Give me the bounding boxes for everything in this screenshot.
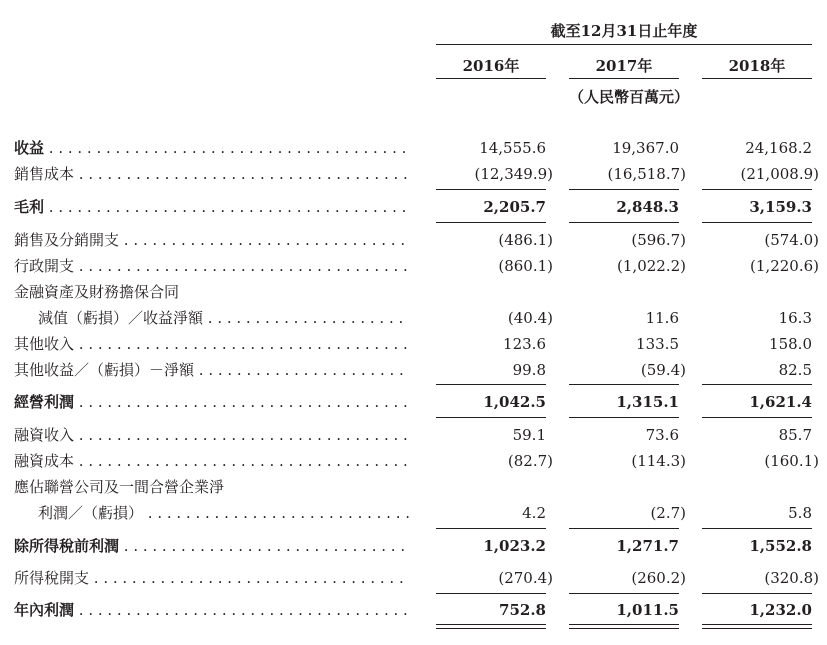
- cell-selling-expenses-2018: (574.0): [764, 231, 819, 249]
- year-underline-2018: [702, 78, 812, 79]
- operating-rule-2016: [436, 384, 546, 385]
- unit-label: （人民幣百萬元）: [569, 88, 690, 106]
- row-label-cost-of-sales: 銷售成本 . . .: [14, 164, 409, 184]
- cell-share-profit-loss-2016: 4.2: [522, 504, 546, 522]
- row-label-other-gains: 其他收益／（虧損）－淨額 . . .: [14, 360, 409, 380]
- cell-gross-profit-2018: 3,159.3: [749, 198, 812, 216]
- pretax-rule-2017: [569, 528, 679, 529]
- cell-operating-profit-2018: 1,621.4: [749, 393, 812, 411]
- cell-profit-before-tax-2017: 1,271.7: [616, 537, 679, 555]
- operating-rule-2017: [569, 384, 679, 385]
- double-underline-2017: [569, 624, 679, 629]
- row-label-impairment: 減值（虧損）／收益淨額 . . .: [38, 308, 409, 328]
- cell-other-income-2018: 158.0: [769, 335, 812, 353]
- cell-operating-profit-2016: 1,042.5: [483, 393, 546, 411]
- row-label-financial-assets: 金融資產及財務擔保合同: [14, 283, 180, 301]
- period-header: 截至12月31日止年度: [550, 22, 698, 40]
- gross-profit-rule-2016: [436, 222, 546, 223]
- subtotal-rule-2018: [702, 189, 812, 190]
- cell-admin-expenses-2017: (1,022.2): [617, 257, 686, 275]
- cell-finance-income-2016: 59.1: [512, 426, 546, 444]
- row-label-revenue: 收益 . . .: [14, 138, 409, 158]
- row-label-selling-expenses: 銷售及分銷開支 . . .: [14, 230, 409, 250]
- cell-profit-for-year-2016: 752.8: [499, 601, 546, 619]
- cell-impairment-2018: 16.3: [778, 309, 812, 327]
- year-underline-2016: [436, 78, 546, 79]
- cell-profit-before-tax-2018: 1,552.8: [749, 537, 812, 555]
- cell-other-gains-2016: 99.8: [512, 361, 546, 379]
- year-underline-2017: [569, 78, 679, 79]
- cell-selling-expenses-2017: (596.7): [631, 231, 686, 249]
- cell-finance-costs-2018: (160.1): [764, 452, 819, 470]
- cell-other-gains-2017: (59.4): [640, 361, 686, 379]
- cell-share-profit-loss-2018: 5.8: [788, 504, 812, 522]
- row-label-gross-profit: 毛利 . . .: [14, 197, 409, 217]
- operating-rule-2018: [702, 384, 812, 385]
- operating-profit-rule-2018: [702, 417, 812, 418]
- subtotal-rule-2017: [569, 189, 679, 190]
- cell-income-tax-2017: (260.2): [631, 569, 686, 587]
- pretax-rule-2018: [702, 528, 812, 529]
- cell-impairment-2017: 11.6: [645, 309, 679, 327]
- cell-share-profit-loss-2017: (2.7): [650, 504, 686, 522]
- cell-revenue-2016: 14,555.6: [479, 139, 546, 157]
- cell-other-income-2017: 133.5: [636, 335, 679, 353]
- cell-finance-income-2017: 73.6: [645, 426, 679, 444]
- cell-income-tax-2016: (270.4): [498, 569, 553, 587]
- row-label-profit-before-tax: 除所得稅前利潤 . . .: [14, 536, 409, 556]
- cell-income-tax-2018: (320.8): [764, 569, 819, 587]
- row-label-admin-expenses: 行政開支 . . .: [14, 256, 409, 276]
- cell-other-income-2016: 123.6: [503, 335, 546, 353]
- cell-profit-for-year-2017: 1,011.5: [616, 601, 679, 619]
- year-header-2018: 2018年: [728, 57, 786, 75]
- cell-admin-expenses-2018: (1,220.6): [750, 257, 819, 275]
- cell-cost-of-sales-2018: (21,008.9): [740, 165, 819, 183]
- operating-profit-rule-2016: [436, 417, 546, 418]
- cell-profit-for-year-2018: 1,232.0: [749, 601, 812, 619]
- cell-gross-profit-2016: 2,205.7: [483, 198, 546, 216]
- cell-finance-costs-2016: (82.7): [507, 452, 553, 470]
- pretax-rule-2016: [436, 528, 546, 529]
- row-label-operating-profit: 經營利潤 . . .: [14, 392, 409, 412]
- cell-revenue-2017: 19,367.0: [612, 139, 679, 157]
- row-label-profit-for-year: 年內利潤 . . .: [14, 600, 409, 620]
- header-rule: [436, 44, 812, 45]
- cell-other-gains-2018: 82.5: [778, 361, 812, 379]
- operating-profit-rule-2017: [569, 417, 679, 418]
- row-label-share-of-associates: 應佔聯營公司及一間合營企業淨: [14, 478, 225, 496]
- row-label-finance-costs: 融資成本 . . .: [14, 451, 409, 471]
- double-underline-2016: [436, 624, 546, 629]
- year-header-2017: 2017年: [595, 57, 653, 75]
- row-label-finance-income: 融資收入 . . .: [14, 425, 409, 445]
- cell-cost-of-sales-2017: (16,518.7): [607, 165, 686, 183]
- cell-selling-expenses-2016: (486.1): [498, 231, 553, 249]
- double-underline-2018: [702, 624, 812, 629]
- row-label-income-tax: 所得稅開支 . . .: [14, 568, 409, 588]
- cell-revenue-2018: 24,168.2: [745, 139, 812, 157]
- cell-operating-profit-2017: 1,315.1: [616, 393, 679, 411]
- net-profit-rule-2018: [702, 593, 812, 594]
- cell-admin-expenses-2016: (860.1): [498, 257, 553, 275]
- row-label-share-profit-loss: 利潤／（虧損） . . .: [38, 503, 409, 523]
- net-profit-rule-2016: [436, 593, 546, 594]
- subtotal-rule-2016: [436, 189, 546, 190]
- cell-finance-costs-2017: (114.3): [631, 452, 686, 470]
- cell-gross-profit-2017: 2,848.3: [616, 198, 679, 216]
- cell-cost-of-sales-2016: (12,349.9): [474, 165, 553, 183]
- gross-profit-rule-2018: [702, 222, 812, 223]
- year-header-2016: 2016年: [462, 57, 520, 75]
- cell-finance-income-2018: 85.7: [778, 426, 812, 444]
- cell-profit-before-tax-2016: 1,023.2: [483, 537, 546, 555]
- row-label-other-income: 其他收入 . . .: [14, 334, 409, 354]
- gross-profit-rule-2017: [569, 222, 679, 223]
- net-profit-rule-2017: [569, 593, 679, 594]
- cell-impairment-2016: (40.4): [507, 309, 553, 327]
